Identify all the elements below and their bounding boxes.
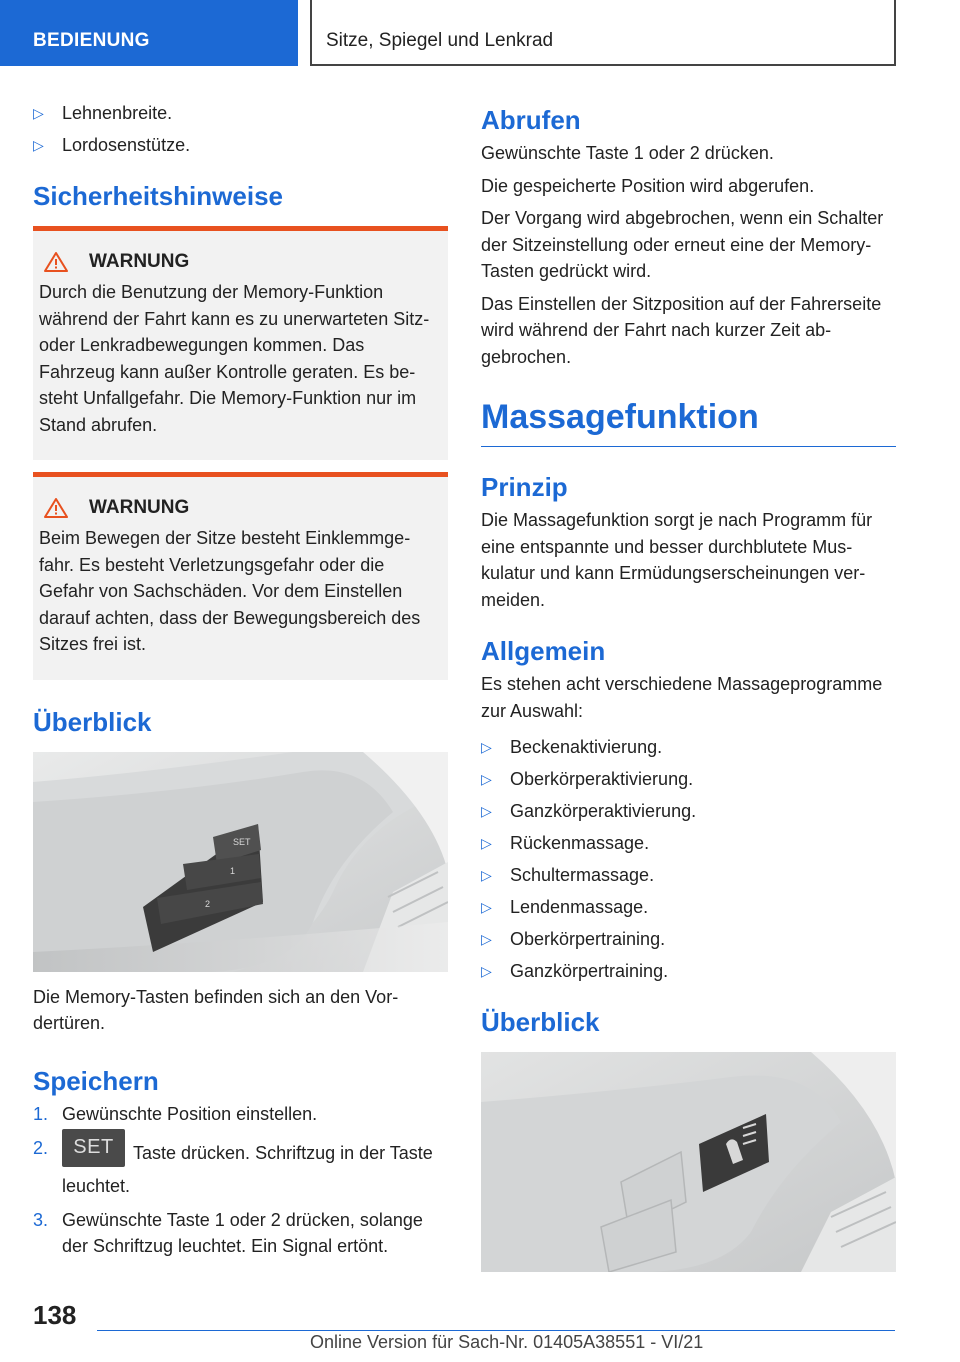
- list-item: ▷ Ganzkörpertraining.: [481, 958, 896, 984]
- warning-text: Durch die Benutzung der Memory-Funktion während der Fahrt kann es zu unerwarteten Sitz- oder Lenkradbewegungen kommen. Das Fahrzeug kann außer Kontrolle geraten. Es besteht Unfallgefahr. Die Memory-Funktion nur im Stand abrufen.: [39, 282, 430, 435]
- list-item: ▷ Lehnenbreite.: [33, 100, 448, 126]
- page-number: 138: [33, 1300, 77, 1330]
- section-title: BEDIENUNG: [33, 30, 150, 51]
- paragraph: Der Vorgang wird abgebrochen, wenn ein Schalter der Sitzeinstellung oder erneut eine der Memory-Tasten gedrückt wird.: [481, 208, 884, 281]
- section-tab: [0, 0, 298, 66]
- step-item: 3. Gewünschte Taste 1 oder 2 drücken, solange der Schriftzug leuchtet. Ein Signal ertönt.: [33, 1209, 423, 1256]
- triangle-bullet-icon: ▷: [33, 137, 44, 153]
- paragraph: Die gespeicherte Position wird abgerufen.: [481, 175, 815, 196]
- list-item: ▷ Schultermassage.: [481, 862, 896, 888]
- left-column: [33, 100, 448, 1267]
- massage-button-photo: [481, 1052, 896, 1272]
- footer-text: Online Version für Sach-Nr. 01405A38551 - VI/21: [310, 1332, 704, 1352]
- triangle-bullet-icon: ▷: [481, 867, 492, 883]
- triangle-bullet-icon: ▷: [481, 739, 492, 755]
- heading-massage: Massagefunktion: [481, 396, 896, 447]
- heading-overview-massage: Überblick: [481, 1007, 600, 1037]
- chapter-tab: [310, 0, 896, 66]
- heading-safety: Sicherheitshinweise: [33, 181, 283, 211]
- paragraph: Die Massagefunktion sorgt je nach Programm für eine entspannte und besser durchblutete Muskulatur und kann Ermüdungserscheinungen vermeiden.: [481, 510, 873, 610]
- list-item: ▷ Lordosenstütze.: [33, 132, 448, 158]
- triangle-bullet-icon: ▷: [481, 963, 492, 979]
- list-item: ▷ Beckenaktivierung.: [481, 734, 896, 760]
- paragraph: Das Einstellen der Sitzposition auf der Fahrerseite wird während der Fahrt nach kurzer Zeit abgebrochen.: [481, 293, 882, 367]
- heading-overview: Überblick: [33, 706, 152, 737]
- footer-divider: [97, 1330, 895, 1331]
- list-item: ▷ Oberkörpertraining.: [481, 926, 896, 952]
- heading-recall: Abrufen: [481, 105, 581, 135]
- triangle-bullet-icon: ▷: [481, 899, 492, 915]
- list-item: ▷ Lendenmassage.: [481, 894, 896, 920]
- triangle-bullet-icon: ▷: [33, 105, 44, 121]
- memory-buttons-photo: [33, 752, 448, 972]
- warning-box: [33, 472, 448, 680]
- warning-title: WARNUNG: [89, 251, 190, 272]
- button-1-label: 1: [230, 865, 236, 876]
- heading-general: Allgemein: [481, 636, 606, 666]
- warning-text: Beim Bewegen der Sitze besteht Einklemmgefahr. Es besteht Verletzungsgefahr oder die Gefahr von Sachschäden. Vor dem Einstellen darauf achten, dass der Bewegungsbereich des Sitzes frei ist.: [39, 528, 421, 654]
- set-button-icon: SET: [62, 1129, 125, 1167]
- step-item: 2. SET Taste drücken. Schriftzug in der Taste leuchtet.: [33, 1135, 448, 1199]
- right-column: [481, 100, 896, 1272]
- triangle-bullet-icon: ▷: [481, 771, 492, 787]
- warning-title: WARNUNG: [89, 497, 190, 518]
- list-item: ▷ Ganzkörperaktivierung.: [481, 798, 896, 824]
- list-item: ▷ Rückenmassage.: [481, 830, 896, 856]
- paragraph: Gewünschte Taste 1 oder 2 drücken.: [481, 143, 774, 163]
- heading-save: Speichern: [33, 1065, 159, 1096]
- warning-box: [33, 226, 448, 460]
- photo-caption: Die Memory-Tasten befinden sich an den Vordertüren.: [33, 986, 399, 1033]
- warning-triangle-icon: [43, 497, 69, 519]
- chapter-title: Sitze, Spiegel und Lenkrad: [326, 30, 554, 51]
- triangle-bullet-icon: ▷: [481, 931, 492, 947]
- step-item: 1. Gewünschte Position einstellen.: [33, 1103, 318, 1124]
- list-item: ▷ Oberkörperaktivierung.: [481, 766, 896, 792]
- warning-triangle-icon: [43, 251, 69, 273]
- triangle-bullet-icon: ▷: [481, 835, 492, 851]
- set-label: SET: [233, 836, 251, 847]
- heading-principle: Prinzip: [481, 472, 568, 502]
- paragraph: Es stehen acht verschiedene Massageprogramme zur Auswahl:: [481, 674, 883, 721]
- triangle-bullet-icon: ▷: [481, 803, 492, 819]
- button-2-label: 2: [205, 898, 211, 909]
